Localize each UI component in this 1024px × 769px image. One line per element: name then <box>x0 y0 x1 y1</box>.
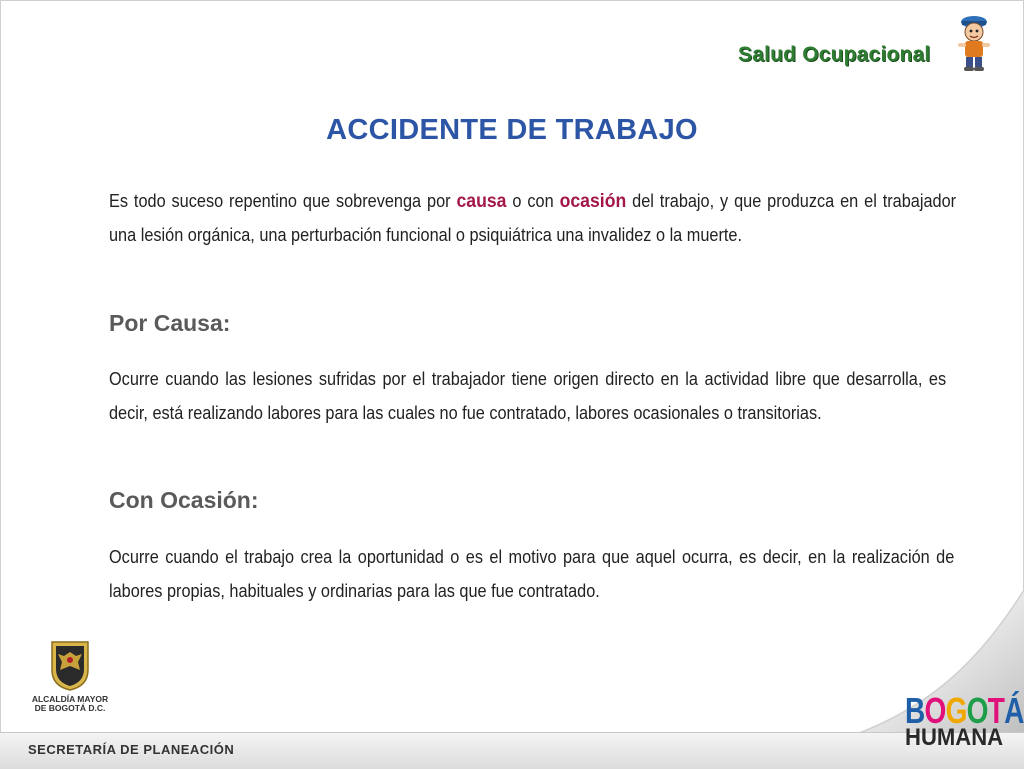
coat-of-arms-icon <box>48 640 92 692</box>
heading-por-causa: Por Causa: <box>109 310 231 336</box>
logo-letter: T <box>987 690 1005 731</box>
logo-letter: B <box>905 690 925 731</box>
paragraph-con-ocasion: Ocurre cuando el trabajo crea la oportunidad o es el motivo para que aquel ocurra, es decir, en la realización de labores propias, habituales y ordinarias para las que fue contratado. <box>109 547 955 601</box>
intro-text-after: del trabajo, y que produzca en el trabajador una lesión orgánica, una perturbación funcional o psiquiátrica una invalidez o la muerte. <box>109 191 957 245</box>
paragraph-por-causa: Ocurre cuando las lesiones sufridas por el trabajador tiene origen directo en la actividad libre que desarrolla, es decir, está realizando labores para las cuales no fue contratado, labores ocasionales o transitorias. <box>109 369 947 423</box>
slide-title: ACCIDENTE DE TRABAJO <box>326 114 698 146</box>
intro-paragraph <box>109 184 956 252</box>
humana-text: HUMANA <box>905 724 1004 751</box>
alcaldia-crest <box>20 640 120 713</box>
intro-text-middle: o con <box>506 191 560 211</box>
logo-letter: O <box>924 690 946 731</box>
brand-text: Salud Ocupacional <box>738 43 931 66</box>
heading-con-ocasion: Con Ocasión: <box>109 487 259 513</box>
mascot-icon <box>952 12 996 72</box>
salud-ocupacional-logo <box>738 30 930 80</box>
bogota-letters <box>905 690 1024 731</box>
crest-label: ALCALDÍA MAYOR DE BOGOTÁ D.C. <box>31 694 109 713</box>
logo-letter: G <box>945 690 967 731</box>
logo-letter: Á <box>1004 690 1024 731</box>
highlight-ocasion: ocasión <box>559 190 627 212</box>
logo-letter: O <box>966 690 988 731</box>
intro-text-before: Es todo suceso repentino que sobrevenga por <box>109 191 457 211</box>
department-label: SECRETARÍA DE PLANEACIÓN <box>28 742 235 757</box>
bogota-humana-logo <box>905 690 1024 751</box>
highlight-causa: causa <box>456 190 507 212</box>
